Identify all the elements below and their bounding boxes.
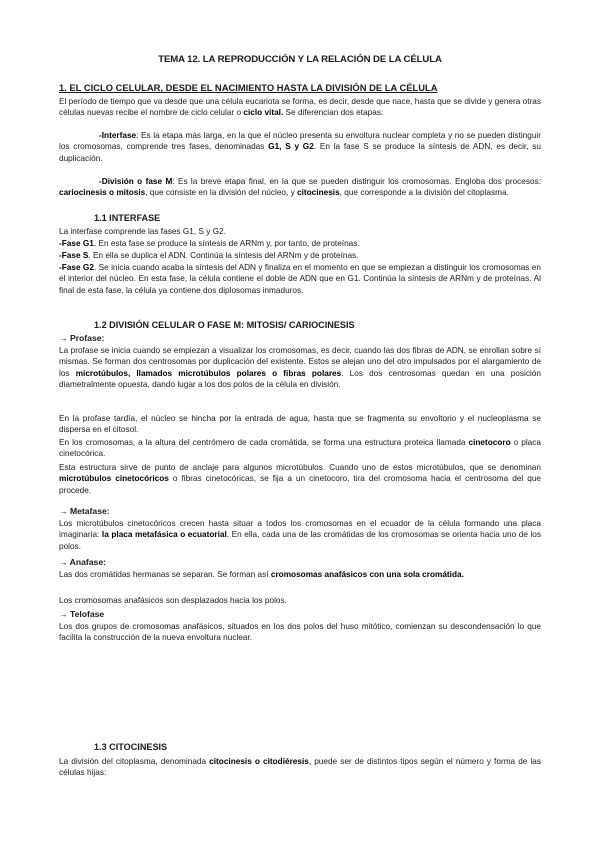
section-1-heading: 1. EL CICLO CELULAR, DESDE EL NACIMIENTO HASTA LA DIVISIÓN DE LA CÉLULA: [59, 82, 438, 93]
division-paragraph: -División o fase M: Es la breve etapa final, en la que se pueden distinguir los cromosomas. Engloba dos procesos: cariocinesis o mitosis, que consiste en la división del núcleo, y citocinesis, que corresponde a la división del citoplasma.: [59, 177, 541, 198]
section-1-3-heading: 1.3 CITOCINESIS: [94, 742, 168, 752]
section-1-1-heading: 1.1 INTERFASE: [94, 213, 161, 223]
interfase-paragraph: -Interfase: Es la etapa más larga, en la que el núcleo presenta su envoltura nuclear completa y no se pueden distinguir los cromosomas, comprende tres fases, denominadas G1, S y G2. En la fase S se produce la síntesis de ADN, es decir, su duplicación.: [59, 131, 541, 163]
profase-paragraph-3: En los cromosomas, a la altura del centrómero de cada cromátida, se forma una estructura proteica llamada cinetocoro o placa cinetocórica.: [59, 438, 541, 459]
anafase-label: → Anafase:: [59, 557, 106, 567]
interfase-intro: La interfase comprende las fases G1, S y G2.: [59, 227, 226, 236]
telofase-label: → Telofase: [59, 609, 105, 619]
metafase-label: → Metafase:: [59, 506, 110, 516]
telofase-paragraph: Los dos grupos de cromosomas anafásicos, situados en los dos polos del huso mitótico, comienzan su descondensación lo que facilita la construcción de la nueva envoltura nuclear.: [59, 622, 541, 643]
profase-paragraph-2: En la profase tardía, el núcleo se hincha por la entrada de agua, hasta que se fragmenta su envoltorio y el nucleoplasma se dispersa en el citosol.: [59, 414, 541, 435]
page-title: TEMA 12. LA REPRODUCCIÓN Y LA RELACIÓN DE LA CÉLULA: [158, 54, 442, 65]
anafase-paragraph-2: Los cromosomas anafásicos son desplazados hacia los polos.: [59, 596, 287, 605]
profase-paragraph-4: Esta estructura sirve de punto de anclaje para algunos microtúbulos. Cuando uno de estos microtúbulos, que se denominan microtúbulos cinetocóricos o fibras cinetocóricas, se fija a un cinetocoro, tira del cromosoma hacia el centrosoma del que procede.: [59, 463, 541, 495]
fase-g1-line: -Fase G1. En esta fase se produce la síntesis de ARNm y, por tanto, de proteínas.: [59, 239, 360, 248]
metafase-paragraph: Los microtúbulos cinetocóricos crecen hasta situar a todos los cromosomas en el ecuador de la célula formando una placa imaginaria: la placa metafásica o ecuatorial. En ella, cada una de las cromátidas de los cromosomas se orienta hacia uno de los polos.: [59, 519, 542, 551]
profase-paragraph-1: La profase se inicia cuando se empiezan a visualizar los cromosomas, es decir, cuando las dos fibras de ADN, se enrollan sobre sí mismas. Se forman dos centrosomas por duplicación del existente. Estos se alejan uno del otro impulsados por el alargamiento de los microtúbulos, llamados microtúbulos polares o fibras polares. Los dos centrosomas quedan en una posición diametralmente opuesta, dando lugar a los dos polos de la célula en división.: [59, 346, 541, 390]
section-1-intro: El período de tiempo que va desde que una célula eucariota se forma, es decir, desde que nace, hasta que se divide y genera otras células nuevas recibe el nombre de ciclo celular o ciclo vital. Se diferencian dos etapas:: [59, 97, 541, 118]
anafase-paragraph: Las dos cromátidas hermanas se separan. Se forman así cromosomas anafásicos con una sola cromátida.: [59, 570, 464, 579]
fase-g2-paragraph: -Fase G2. Se inicia cuando acaba la síntesis del ADN y finaliza en el momento en que se empiezan a distinguir los cromosomas en el interior del núcleo. En esta fase, la célula contiene el doble de ADN que en G1. Continúa la síntesis de ARNm y de proteínas. Al final de esta fase, la célula ya contiene dos diplosomas inmaduros.: [59, 263, 541, 295]
citocinesis-paragraph: La división del citoplasma, denominada citocinesis o citodiéresis, puede ser de distintos tipos según el número y forma de las células hijas:: [59, 757, 542, 778]
fase-s-line: -Fase S. En ella se duplica el ADN. Continúa la síntesis del ARNm y de proteínas.: [59, 251, 359, 260]
profase-label: → Profase:: [59, 333, 105, 343]
section-1-2-heading: 1.2 DIVISIÓN CELULAR O FASE M: MITOSIS/ CARIOCINESIS: [94, 320, 355, 330]
